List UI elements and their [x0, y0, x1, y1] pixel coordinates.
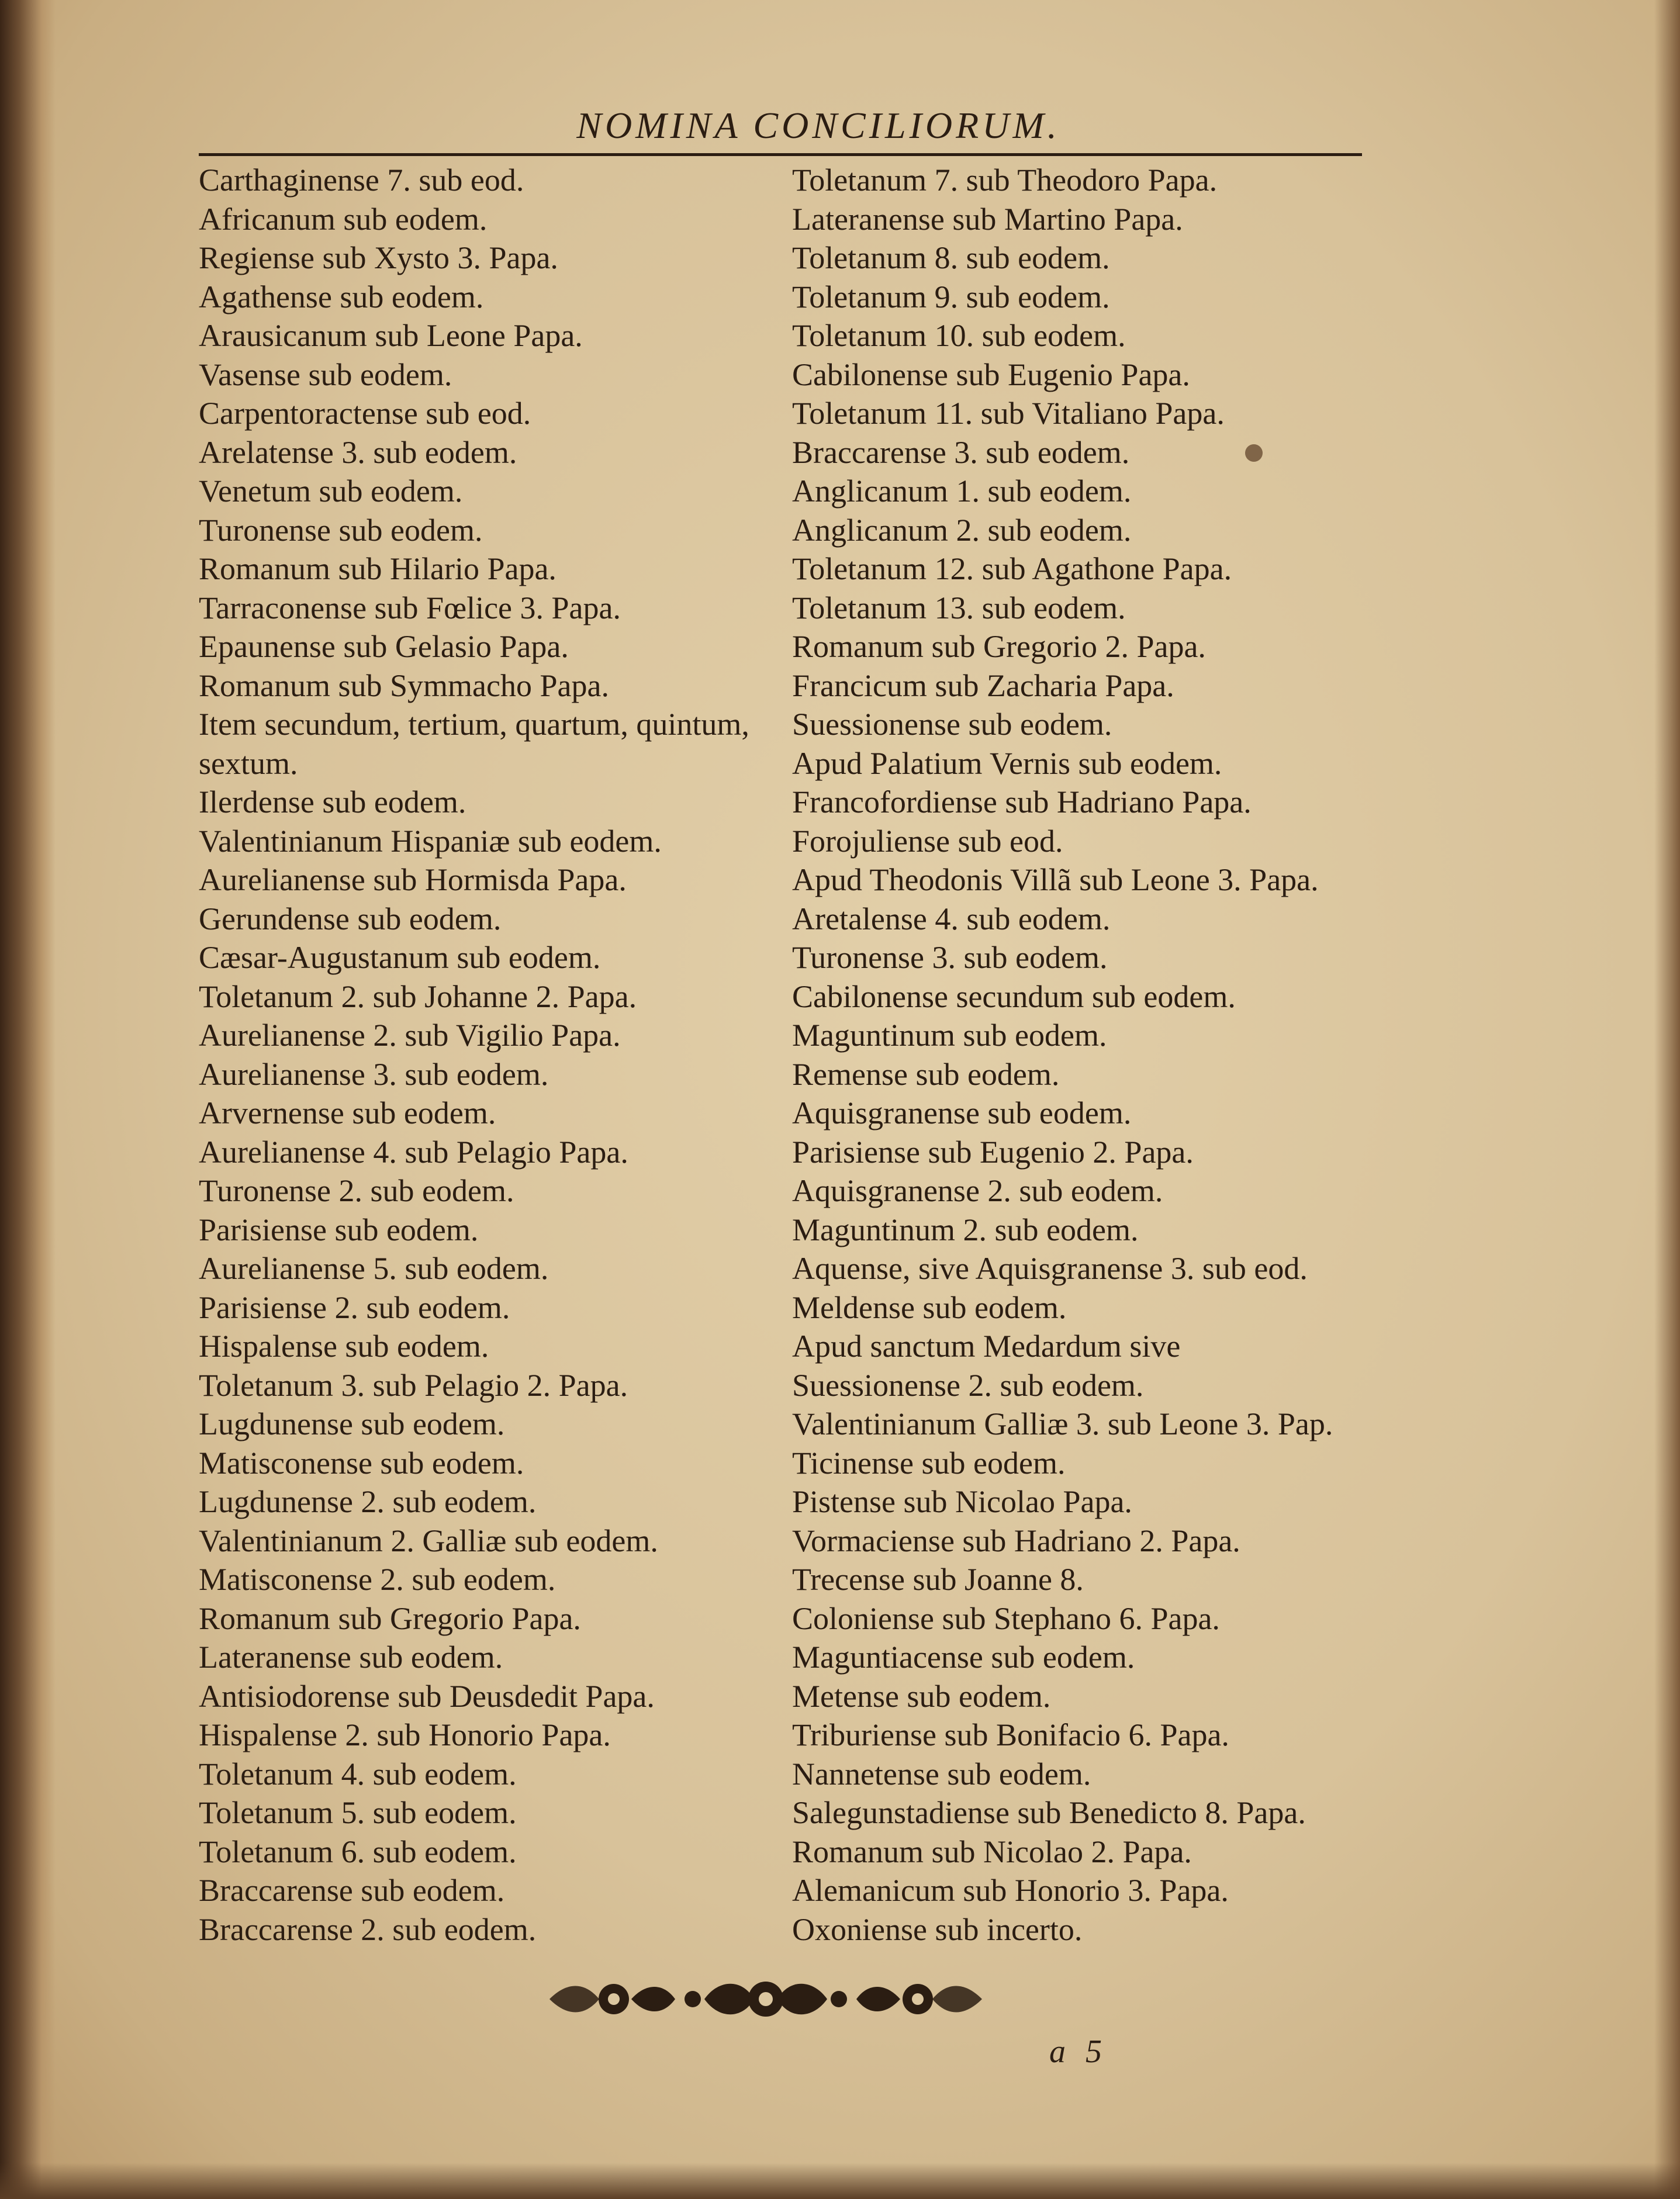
council-entry: Pistense sub Nicolao Papa. — [792, 1484, 1132, 1519]
council-entry: Aretalense 4. sub eodem. — [792, 901, 1111, 936]
council-entry: Braccarense 3. sub eodem. — [792, 434, 1130, 470]
council-entry: Cabilonense sub Eugenio Papa. — [792, 357, 1190, 392]
council-entry: Aquisgranense 2. sub eodem. — [792, 1173, 1163, 1208]
council-entry: Braccarense sub eodem. — [199, 1873, 505, 1908]
council-entry: Romanum sub Nicolao 2. Papa. — [792, 1834, 1192, 1869]
printer-ornament — [544, 1970, 988, 2028]
council-entry: Nannetense sub eodem. — [792, 1756, 1091, 1792]
council-entry: Toletanum 9. sub eodem. — [792, 279, 1110, 314]
council-entry: Cabilonense secundum sub eodem. — [792, 979, 1236, 1014]
council-entry: Parisiense sub Eugenio 2. Papa. — [792, 1134, 1194, 1170]
council-entry: Antisiodorense sub Deusdedit Papa. — [199, 1678, 655, 1714]
council-entry: Lateranense sub eodem. — [199, 1640, 503, 1675]
council-entry: Valentinianum Hispaniæ sub eodem. — [199, 823, 662, 859]
council-entry: Venetum sub eodem. — [199, 473, 463, 509]
council-entry: Tarraconense sub Fœlice 3. Papa. — [199, 590, 621, 625]
signature-mark: a 5 — [1049, 2034, 1108, 2070]
council-entry: Meldense sub eodem. — [792, 1289, 1067, 1325]
page-edge-bottom — [0, 2163, 1680, 2199]
council-entry: Maguntinum 2. sub eodem. — [792, 1212, 1139, 1247]
council-entry: Aurelianense 4. sub Pelagio Papa. — [199, 1134, 628, 1170]
council-entry: Hispalense sub eodem. — [199, 1329, 489, 1364]
right-column — [792, 161, 1371, 1949]
council-entry: Apud Theodonis Villã sub Leone 3. Papa. — [792, 862, 1319, 897]
council-entry: Matisconense 2. sub eodem. — [199, 1562, 556, 1597]
council-entry: Aurelianense 2. sub Vigilio Papa. — [199, 1018, 621, 1053]
council-entry: Suessionense sub eodem. — [792, 707, 1112, 742]
council-entry: Vasense sub eodem. — [199, 357, 452, 392]
council-entry: Anglicanum 2. sub eodem. — [792, 512, 1132, 548]
council-entry: Epaunense sub Gelasio Papa. — [199, 629, 569, 664]
council-entry: Salegunstadiense sub Benedicto 8. Papa. — [792, 1795, 1306, 1830]
council-entry: Toletanum 2. sub Johanne 2. Papa. — [199, 979, 637, 1014]
council-entry: Oxoniense sub incerto. — [792, 1911, 1083, 1947]
council-entry: Aurelianense 3. sub eodem. — [199, 1056, 549, 1092]
council-entry: Turonense 3. sub eodem. — [792, 940, 1108, 975]
council-entry: Valentinianum Galliæ 3. sub Leone 3. Pap. — [792, 1406, 1333, 1441]
council-entry: Toletanum 8. sub eodem. — [792, 240, 1110, 275]
running-head: NOMINA CONCILIORUM. — [576, 105, 1060, 146]
council-entry: Hispalense 2. sub Honorio Papa. — [199, 1717, 611, 1752]
council-entry: Ticinense sub eodem. — [792, 1445, 1066, 1481]
council-entry: Alemanicum sub Honorio 3. Papa. — [792, 1873, 1229, 1908]
council-entry: Valentinianum 2. Galliæ sub eodem. — [199, 1523, 658, 1558]
council-entry: Ilerdense sub eodem. — [199, 784, 466, 820]
council-entry: Coloniense sub Stephano 6. Papa. — [792, 1600, 1220, 1636]
council-entry: Toletanum 11. sub Vitaliano Papa. — [792, 396, 1225, 431]
council-entry: Agathense sub eodem. — [199, 279, 484, 314]
council-entry: Arausicanum sub Leone Papa. — [199, 318, 583, 353]
council-entry: Romanum sub Gregorio Papa. — [199, 1600, 581, 1636]
council-entry: Aquisgranense sub eodem. — [792, 1095, 1132, 1130]
council-entry: Vormaciense sub Hadriano 2. Papa. — [792, 1523, 1240, 1558]
council-entry: Apud Palatium Vernis sub eodem. — [792, 745, 1222, 781]
council-entry: Maguntiacense sub eodem. — [792, 1640, 1135, 1675]
council-entry: Toletanum 12. sub Agathone Papa. — [792, 551, 1232, 586]
council-entry: Toletanum 10. sub eodem. — [792, 318, 1126, 353]
left-column — [199, 161, 783, 1949]
council-entry: Parisiense 2. sub eodem. — [199, 1289, 510, 1325]
council-entry: Toletanum 3. sub Pelagio 2. Papa. — [199, 1367, 628, 1403]
council-entry: Cæsar-Augustanum sub eodem. — [199, 940, 601, 975]
council-entry: Parisiense sub eodem. — [199, 1212, 479, 1247]
council-entry: Lateranense sub Martino Papa. — [792, 201, 1183, 237]
council-entry: Arvernense sub eodem. — [199, 1095, 496, 1130]
council-entry: Gerundense sub eodem. — [199, 901, 502, 936]
book-gutter — [0, 0, 56, 2199]
council-entry: Turonense sub eodem. — [199, 512, 483, 548]
header-rule — [199, 153, 1362, 156]
council-entry: Remense sub eodem. — [792, 1056, 1060, 1092]
council-entry: Anglicanum 1. sub eodem. — [792, 473, 1132, 509]
council-entry: Toletanum 13. sub eodem. — [792, 590, 1126, 625]
council-entry: Triburiense sub Bonifacio 6. Papa. — [792, 1717, 1229, 1752]
council-entry: Francofordiense sub Hadriano Papa. — [792, 784, 1252, 820]
council-entry: Arelatense 3. sub eodem. — [199, 434, 517, 470]
council-entry: Carpentoractense sub eod. — [199, 396, 531, 431]
council-entry: Africanum sub eodem. — [199, 201, 488, 237]
council-entry: Toletanum 5. sub eodem. — [199, 1795, 517, 1830]
council-entry: Romanum sub Symmacho Papa. — [199, 668, 609, 703]
council-entry: Apud sanctum Medardum sive Suessionense 2. sub eodem. — [792, 1329, 1181, 1403]
council-entry: Toletanum 6. sub eodem. — [199, 1834, 517, 1869]
council-entry: Toletanum 7. sub Theodoro Papa. — [792, 162, 1218, 198]
council-entry: Aquense, sive Aquisgranense 3. sub eod. — [792, 1251, 1308, 1286]
council-entry: Aurelianense sub Hormisda Papa. — [199, 862, 627, 897]
page-edge-right — [1654, 0, 1680, 2199]
council-entry: Romanum sub Gregorio 2. Papa. — [792, 629, 1206, 664]
council-entry: Francicum sub Zacharia Papa. — [792, 668, 1174, 703]
council-entry: Turonense 2. sub eodem. — [199, 1173, 514, 1208]
council-entry: Item secundum, tertium, quartum, quintum, sextum. — [199, 707, 749, 781]
council-entry: Forojuliense sub eod. — [792, 823, 1063, 859]
council-entry: Carthaginense 7. sub eod. — [199, 162, 524, 198]
council-entry: Trecense sub Joanne 8. — [792, 1562, 1084, 1597]
council-entry: Lugdunense sub eodem. — [199, 1406, 505, 1441]
council-entry: Braccarense 2. sub eodem. — [199, 1911, 537, 1947]
council-entry: Toletanum 4. sub eodem. — [199, 1756, 517, 1792]
council-entry: Aurelianense 5. sub eodem. — [199, 1251, 549, 1286]
council-entry: Matisconense sub eodem. — [199, 1445, 524, 1481]
council-entry: Metense sub eodem. — [792, 1678, 1051, 1714]
council-entry: Romanum sub Hilario Papa. — [199, 551, 556, 586]
council-entry: Maguntinum sub eodem. — [792, 1018, 1107, 1053]
council-entry: Lugdunense 2. sub eodem. — [199, 1484, 537, 1519]
council-entry: Regiense sub Xysto 3. Papa. — [199, 240, 558, 275]
